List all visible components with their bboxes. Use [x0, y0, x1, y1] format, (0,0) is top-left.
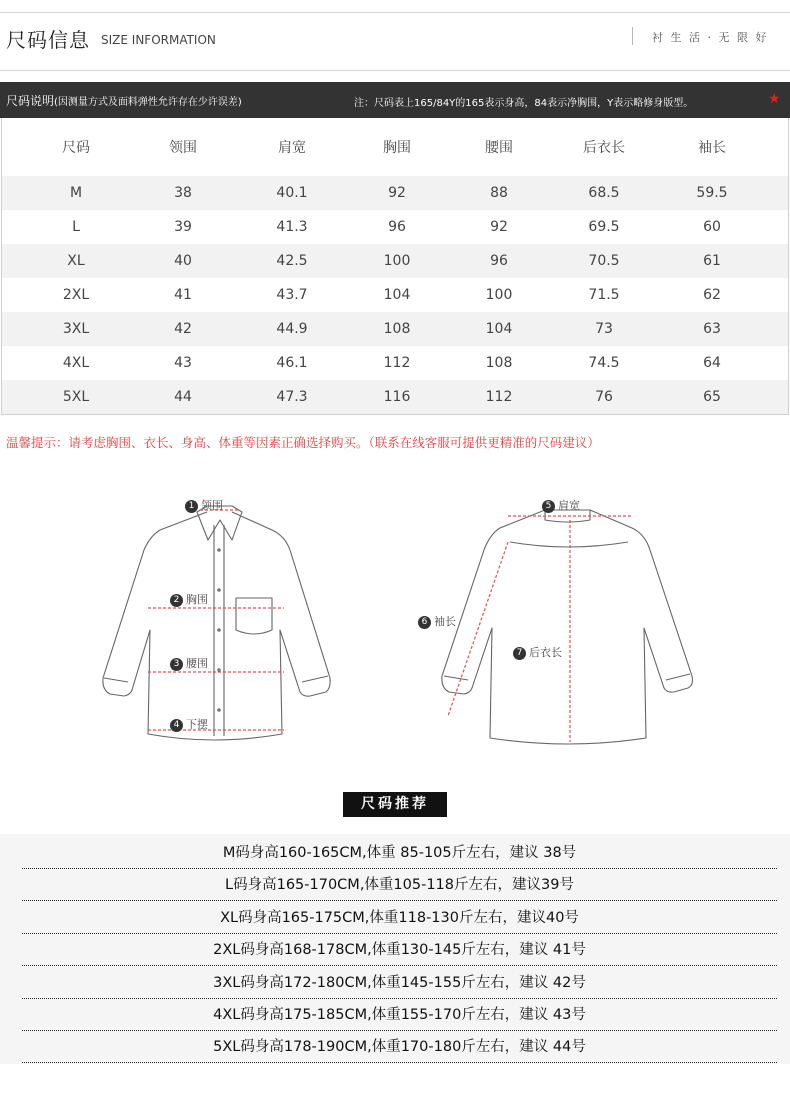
table-cell: 39: [174, 219, 192, 235]
front-shirt-body-outline: [103, 512, 330, 740]
table-cell: 92: [490, 219, 508, 235]
purchase-tip: 温馨提示：请考虑胸围、衣长、身高、体重等因素正确选择购买。（联系在线客服可提供更精准的尺码建议）: [6, 435, 600, 450]
label-sleeve: [418, 613, 456, 629]
table-cell: 61: [636, 244, 789, 278]
section-subtitle: SIZE INFORMATION: [101, 33, 216, 47]
table-cell: 64: [703, 355, 721, 371]
front-shirt-pocket: [236, 598, 272, 634]
table-cell: 65: [636, 380, 789, 415]
table-header-cell: 领围: [169, 140, 197, 156]
button-dot: [217, 588, 221, 592]
table-cell: 62: [703, 287, 721, 303]
button-dot: [217, 708, 221, 712]
table-row: [2, 380, 789, 415]
front-shirt-cuffs: [104, 676, 328, 682]
size-recommend-item: M码身高160-165CM,体重 85-105斤左右，建议 38号: [22, 836, 777, 869]
table-cell: 92: [368, 176, 426, 210]
table-cell: 2XL: [62, 287, 90, 303]
table-cell: 44.9: [216, 312, 368, 346]
table-cell: 96: [426, 244, 572, 278]
label-waist: [170, 655, 208, 671]
label-hem-text: 下摆: [186, 718, 208, 731]
table-cell: 59.5: [636, 176, 789, 210]
table-cell: 70.5: [572, 244, 636, 278]
size-recommend-title: 尺码推荐: [343, 792, 447, 817]
table-cell: 40.1: [216, 176, 368, 210]
table-cell: 112: [426, 380, 572, 415]
header-divider: [632, 27, 633, 45]
size-recommend-item: XL码身高165-175CM,体重118-130斤左右，建议40号: [22, 901, 777, 934]
size-recommend-item: 3XL码身高172-180CM,体重145-155斤左右，建议 42号: [22, 966, 777, 999]
table-row: [2, 244, 789, 278]
table-cell: 42: [150, 312, 216, 346]
size-recommend-item: 4XL码身高175-185CM,体重155-170斤左右，建议 43号: [22, 998, 777, 1031]
size-recommend-item: 2XL码身高168-178CM,体重130-145斤左右，建议 41号: [22, 933, 777, 966]
table-row: [2, 210, 789, 244]
table-cell: 108: [485, 355, 513, 371]
size-table: [1, 118, 789, 415]
table-cell: 3XL: [2, 312, 151, 346]
table-header-cell: 胸围: [383, 140, 411, 156]
table-row: [2, 346, 789, 380]
table-cell: 116: [368, 380, 426, 415]
table-cell: 43: [174, 355, 192, 371]
table-cell: 60: [703, 219, 721, 235]
table-cell: 42.5: [216, 244, 368, 278]
table-cell: 108: [368, 312, 426, 346]
table-header-cell: 后衣长: [583, 140, 625, 156]
section-header: [0, 13, 790, 58]
table-header-row: [2, 118, 789, 176]
table-header-cell: 腰围: [485, 140, 513, 156]
label-sleeve-text: 袖长: [434, 615, 456, 628]
shirt-measurement-diagram: [0, 480, 790, 780]
table-cell: 71.5: [588, 287, 620, 303]
label-collar-text: 领围: [201, 499, 223, 512]
label-shoulder-text: 肩宽: [558, 499, 580, 512]
table-cell: 44: [150, 380, 216, 415]
table-cell: 63: [636, 312, 789, 346]
table-cell: 43.7: [276, 287, 308, 303]
badge-2: 2: [170, 594, 183, 607]
label-chest: [170, 591, 208, 607]
back-shirt-body-outline: [442, 510, 693, 744]
table-cell: 40: [150, 244, 216, 278]
badge-5: 5: [542, 500, 555, 513]
badge-3: 3: [170, 658, 183, 671]
table-cell: 104: [426, 312, 572, 346]
table-cell: L: [72, 219, 80, 235]
button-dot: [217, 548, 221, 552]
table-cell: M: [2, 176, 151, 210]
badge-1: 1: [185, 500, 198, 513]
label-waist-text: 腰围: [186, 657, 208, 670]
table-cell: 96: [388, 219, 406, 235]
table-cell: 76: [572, 380, 636, 415]
table-cell: 68.5: [572, 176, 636, 210]
table-row: [2, 278, 789, 312]
size-note-text: 注：尺码表上165/84Y的165表示身高，84表示净胸围，Y表示略修身版型。: [354, 98, 694, 109]
label-back-length-text: 后衣长: [529, 646, 562, 659]
header-bottom-rule: [0, 70, 790, 71]
label-hem: [170, 716, 208, 732]
table-cell: 38: [150, 176, 216, 210]
table-cell: 88: [426, 176, 572, 210]
badge-4: 4: [170, 719, 183, 732]
star-icon: ★: [768, 91, 781, 107]
table-cell: 100: [485, 287, 513, 303]
table-cell: 69.5: [588, 219, 620, 235]
label-back-length: [513, 644, 562, 660]
table-cell: 46.1: [276, 355, 308, 371]
table-row: [2, 176, 789, 210]
table-header-cell: 袖长: [698, 140, 726, 156]
size-recommend-item: 5XL码身高178-190CM,体重170-180斤左右，建议 44号: [22, 1030, 777, 1063]
table-body: [2, 176, 789, 415]
table-cell: 4XL: [62, 355, 90, 371]
back-shirt-cuffs: [444, 674, 690, 680]
label-shoulder: [542, 497, 580, 513]
badge-6: 6: [418, 616, 431, 629]
table-cell: 41: [174, 287, 192, 303]
table-row: [2, 312, 789, 346]
brand-slogan: 衬 生 活 · 无 限 好: [652, 31, 769, 44]
label-collar: [185, 497, 223, 513]
table-cell: 74.5: [588, 355, 620, 371]
table-cell: XL: [2, 244, 151, 278]
table-cell: 47.3: [216, 380, 368, 415]
size-note-label: [6, 92, 242, 109]
size-note-detail: (因测量方式及面料弹性允许存在少许误差): [54, 97, 242, 108]
table-cell: 104: [383, 287, 411, 303]
table-header-cell: 肩宽: [278, 140, 306, 156]
table-cell: 112: [383, 355, 411, 371]
button-dot: [217, 668, 221, 672]
table-header-cell: 尺码: [62, 140, 90, 156]
table-cell: 41.3: [276, 219, 308, 235]
table-cell: 100: [368, 244, 426, 278]
size-recommend-item: L码身高165-170CM,体重105-118斤左右，建议39号: [22, 868, 777, 901]
table-cell: 73: [572, 312, 636, 346]
label-chest-text: 胸围: [186, 593, 208, 606]
badge-7: 7: [513, 647, 526, 660]
front-buttons: [217, 548, 221, 712]
size-note-band: [0, 82, 790, 118]
section-title: 尺码信息: [6, 28, 90, 52]
button-dot: [217, 628, 221, 632]
table-cell: 5XL: [2, 380, 151, 415]
size-note-title: 尺码说明: [6, 94, 55, 108]
